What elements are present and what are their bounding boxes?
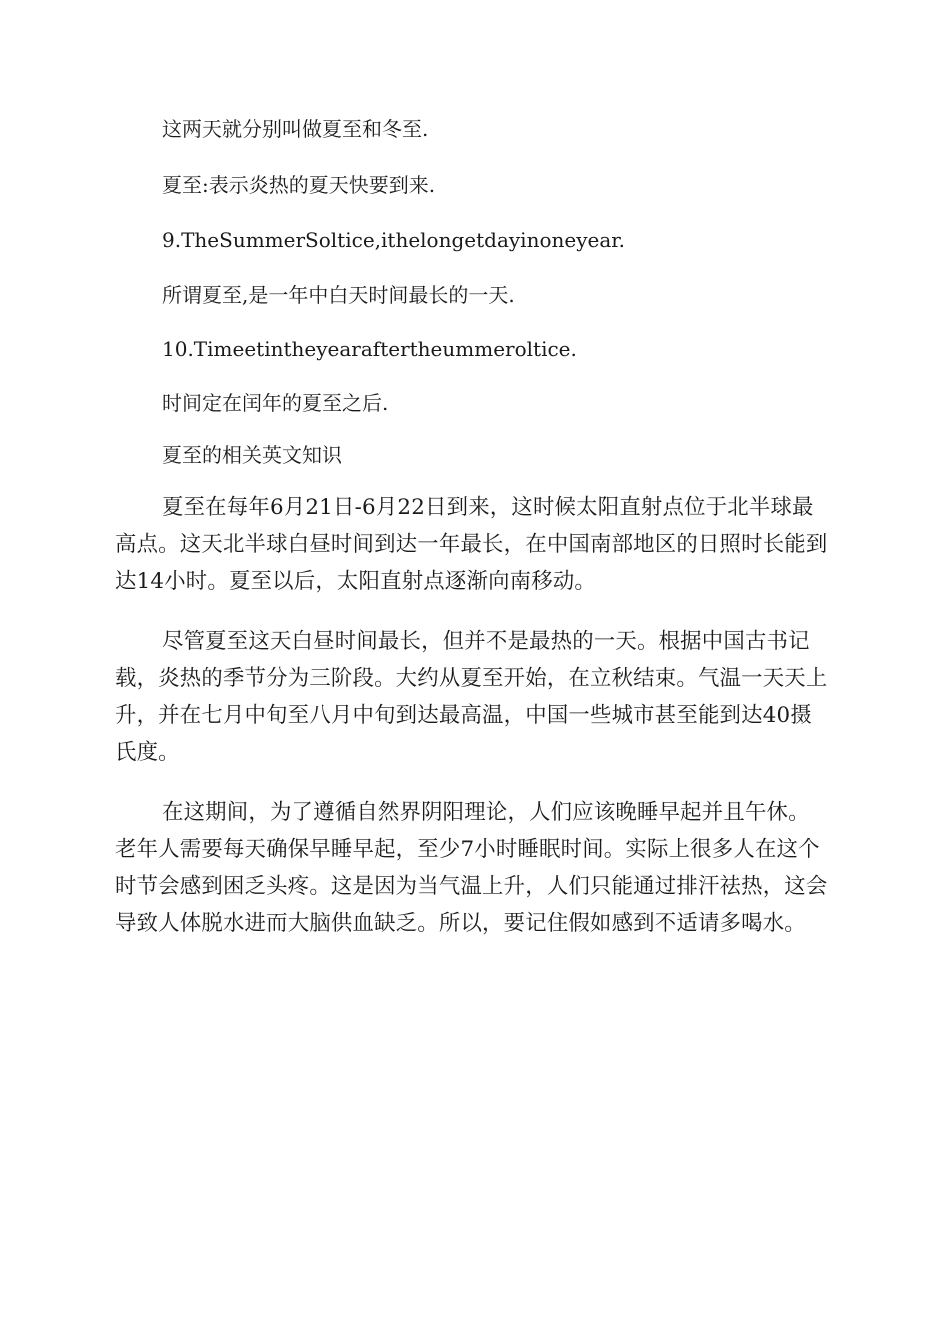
text-line-winter-summer-solstice: 这两天就分别叫做夏至和冬至.: [162, 117, 429, 141]
paragraph-1: 夏至在每年6月21日-6月22日到来，这时候太阳直射点位于北半球最高点。这天北半球白昼时间到达一年最长，在中国南部地区的日照时长能到达14小时。夏至以后，太阳直射点逐渐向南移动。: [115, 495, 828, 594]
text-line-summer-solstice-meaning: 夏至:表示炎热的夏天快要到来.: [162, 173, 436, 197]
section-heading: 夏至的相关英文知识: [162, 443, 342, 467]
english-sentence-9: 9.TheSummerSoltice,ithelongetdayinoneyear.: [162, 228, 625, 252]
text-line-longest-day: 所谓夏至,是一年中白天时间最长的一天.: [162, 283, 515, 307]
paragraph-2: 尽管夏至这天白昼时间最长，但并不是最热的一天。根据中国古书记载，炎热的季节分为三阶段。大约从夏至开始，在立秋结束。气温一天天上升，并在七月中旬至八月中旬到达最高温，中国一些城市甚至能到达40摄氏度。: [115, 629, 828, 765]
english-sentence-10: 10.Timeetintheyearaftertheummeroltice.: [162, 337, 577, 361]
paragraph-3: 在这期间，为了遵循自然界阴阳理论，人们应该晚睡早起并且午休。老年人需要每天确保早睡早起，至少7小时睡眠时间。实际上很多人在这个时节会感到困乏头疼。这是因为当气温上升，人们只能通过排汗祛热，这会导致人体脱水进而大脑供血缺乏。所以，要记住假如感到不适请多喝水。: [115, 800, 828, 936]
text-line-leap-year: 时间定在闰年的夏至之后.: [162, 391, 389, 415]
